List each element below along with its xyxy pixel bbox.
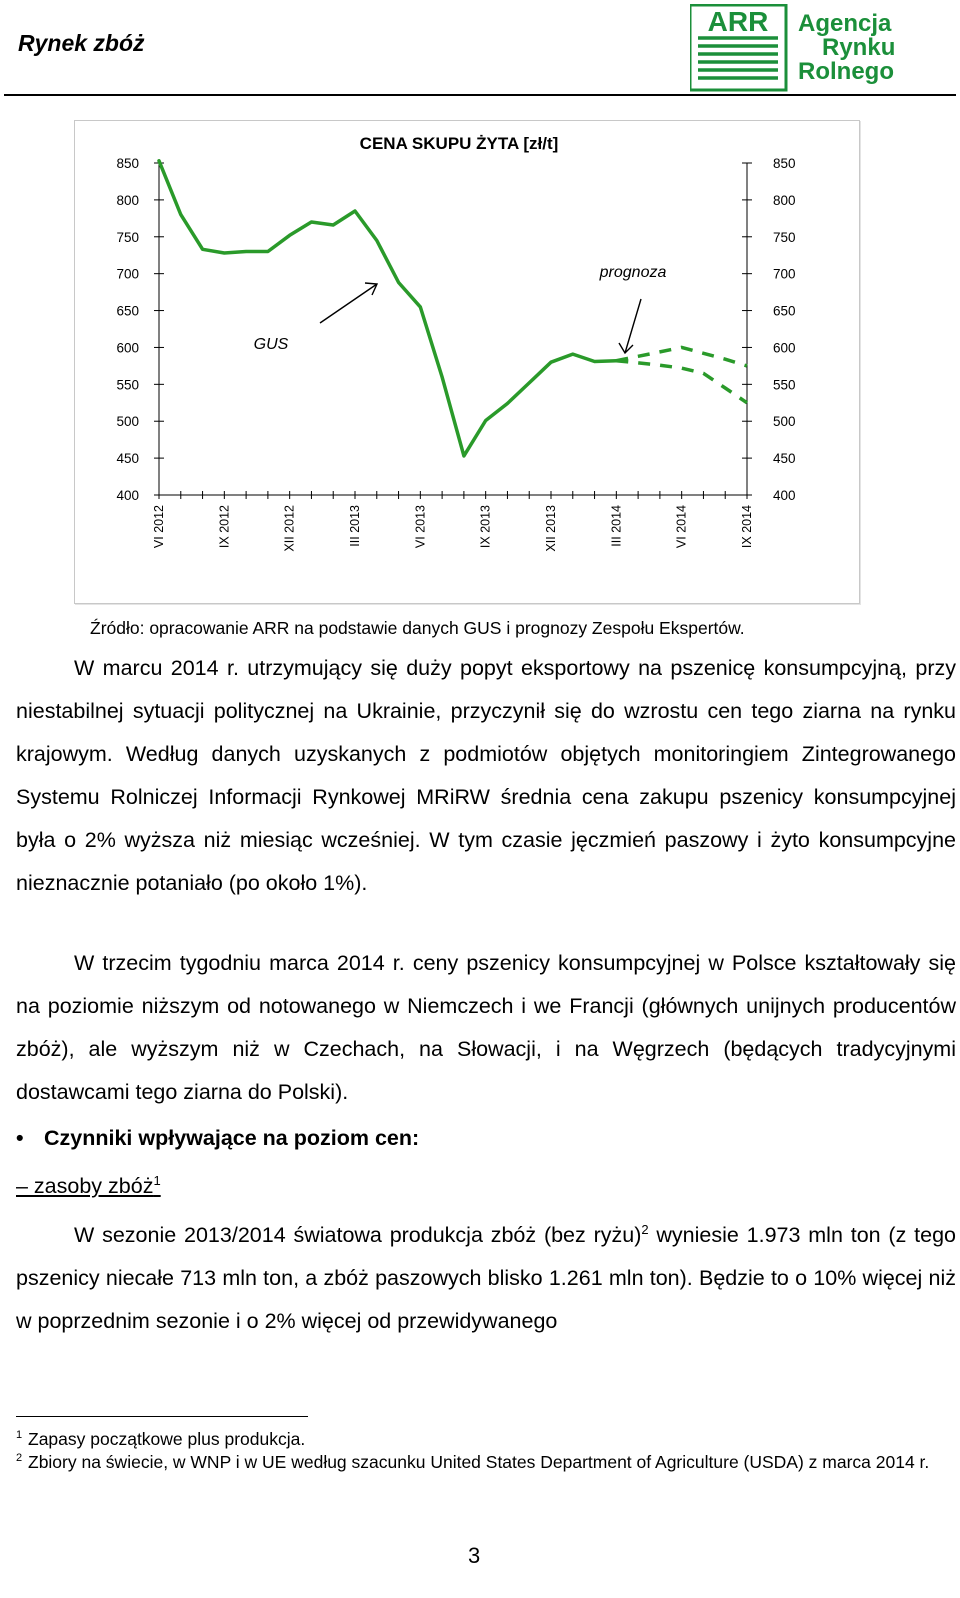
logo-abbr: ARR bbox=[707, 6, 769, 37]
bullet-heading bbox=[16, 1123, 419, 1153]
y-tick-label-left-5: 600 bbox=[116, 340, 139, 356]
subheading-footnote-ref: 1 bbox=[153, 1173, 161, 1188]
x-tick-label-2: XII 2012 bbox=[282, 505, 297, 552]
bullet-heading-text: Czynniki wpływające na poziom cen: bbox=[44, 1126, 420, 1150]
annotation-gus: GUS bbox=[253, 335, 289, 353]
x-tick-label-8: VI 2014 bbox=[674, 505, 689, 549]
page-number: 3 bbox=[468, 1543, 481, 1568]
series-line-2 bbox=[616, 361, 747, 403]
x-tick-label-4: VI 2013 bbox=[413, 505, 428, 549]
x-tick-label-1: IX 2012 bbox=[217, 505, 232, 549]
footnote-1 bbox=[16, 1428, 946, 1451]
y-tick-label-left-0: 850 bbox=[116, 156, 139, 171]
subheading-text: – zasoby zbóż bbox=[16, 1174, 154, 1199]
arrow-prognoza-shaft bbox=[625, 299, 641, 353]
series-line-0 bbox=[159, 161, 616, 456]
chart-canvas bbox=[75, 121, 859, 603]
x-tick-label-5: IX 2013 bbox=[478, 505, 493, 549]
bullet-dot: • bbox=[16, 1126, 24, 1150]
y-tick-label-left-7: 500 bbox=[116, 414, 139, 430]
y-tick-label-right-8: 450 bbox=[773, 451, 796, 467]
y-tick-label-left-6: 550 bbox=[116, 377, 139, 393]
y-tick-label-left-4: 650 bbox=[116, 303, 139, 319]
annotation-prognoza: prognoza bbox=[599, 264, 667, 282]
paragraph-2-text: W trzecim tygodniu marca 2014 r. ceny pszenicy konsumpcyjnej w Polsce kształtowały się na poziomie niższym od notowanego w Niemczech i we Francji (głównych unijnych producentów zbóż), ale wyższym niż w Czechach, na Słowacji, i na Węgrzech (będących tradycyjnymi dostawcami tego ziarna do Polski). bbox=[16, 951, 956, 1104]
y-tick-label-left-8: 450 bbox=[116, 451, 139, 467]
paragraph-3-text bbox=[16, 1214, 956, 1343]
logo-line1: Agencja bbox=[798, 10, 892, 37]
paragraph-3 bbox=[16, 1214, 956, 1343]
y-tick-label-left-3: 700 bbox=[116, 266, 139, 282]
paragraph-2 bbox=[16, 942, 956, 1114]
y-tick-label-left-9: 400 bbox=[116, 488, 139, 503]
footnotes bbox=[16, 1428, 946, 1474]
paragraph-3-part-a: W sezonie 2013/2014 światowa produkcja zbóż (bez ryżu) bbox=[74, 1223, 642, 1247]
x-tick-label-7: III 2014 bbox=[609, 505, 624, 547]
y-tick-label-right-9: 400 bbox=[773, 488, 796, 503]
arr-logo bbox=[690, 4, 948, 94]
y-tick-label-left-2: 750 bbox=[116, 229, 139, 245]
subheading bbox=[16, 1166, 161, 1201]
footnote-2-text: Zbiory na świecie, w WNP i w UE według szacunku United States Department of Agriculture (USDA) z marca 2014 r. bbox=[28, 1452, 930, 1472]
y-tick-label-right-3: 700 bbox=[773, 266, 796, 282]
y-tick-label-right-2: 750 bbox=[773, 229, 796, 245]
series-line-1 bbox=[616, 347, 747, 366]
footnote-2-number: 2 bbox=[16, 1452, 23, 1464]
logo-line2: Rynku bbox=[822, 34, 896, 61]
section-title: Rynek zbóż bbox=[18, 30, 145, 56]
footnote-1-text: Zapasy początkowe plus produkcja. bbox=[28, 1429, 306, 1449]
chart-source: Źródło: opracowanie ARR na podstawie danych GUS i prognozy Zespołu Ekspertów. bbox=[90, 618, 745, 638]
paragraph-3-part-b: wyniesie 1.973 mln ton (z tego pszenicy niecałe 713 mln ton, a zbóż paszowych blisko 1.261 mln ton). Będzie to o 10% więcej niż w poprzednim sezonie i o 2% więcej od przewidywanego bbox=[16, 1223, 956, 1333]
rye-price-chart bbox=[74, 120, 860, 604]
y-tick-label-right-1: 800 bbox=[773, 192, 796, 208]
y-tick-label-left-1: 800 bbox=[116, 192, 139, 208]
y-tick-label-right-7: 500 bbox=[773, 414, 796, 430]
x-tick-label-3: III 2013 bbox=[348, 505, 362, 547]
y-tick-label-right-5: 600 bbox=[773, 340, 796, 356]
chart-title: CENA SKUPU ŻYTA [zł/t] bbox=[359, 134, 559, 153]
x-tick-label-9: IX 2014 bbox=[740, 505, 754, 549]
arrow-gus-shaft bbox=[320, 284, 377, 323]
footnote-divider bbox=[16, 1416, 308, 1417]
footnote-2 bbox=[16, 1451, 946, 1474]
y-tick-label-right-0: 850 bbox=[773, 156, 796, 171]
y-tick-label-right-4: 650 bbox=[773, 303, 796, 319]
paragraph-3-footnote-ref: 2 bbox=[641, 1221, 649, 1237]
y-tick-label-right-6: 550 bbox=[773, 377, 796, 393]
header-divider bbox=[4, 94, 956, 96]
footnote-1-number: 1 bbox=[16, 1429, 23, 1441]
paragraph-1-text: W marcu 2014 r. utrzymujący się duży popyt eksportowy na pszenicę konsumpcyjną, przy niestabilnej sytuacji politycznej na Ukrainie, przyczynił się do wzrostu cen tego ziarna na rynku krajowym. Według danych uzyskanych z podmiotów objętych monitoringiem Zintegrowanego Systemu Rolniczej Informacji Rynkowej MRiRW średnia cena zakupu pszenicy konsumpcyjnej była o 2% wyższa niż miesiąc wcześniej. W tym czasie jęczmień paszowy i żyto konsumpcyjne nieznacznie potaniało (po około 1%). bbox=[16, 656, 956, 895]
logo-line3: Rolnego bbox=[798, 58, 894, 85]
paragraph-1 bbox=[16, 647, 956, 905]
x-tick-label-0: VI 2012 bbox=[152, 505, 166, 549]
x-tick-label-6: XII 2013 bbox=[544, 505, 558, 552]
